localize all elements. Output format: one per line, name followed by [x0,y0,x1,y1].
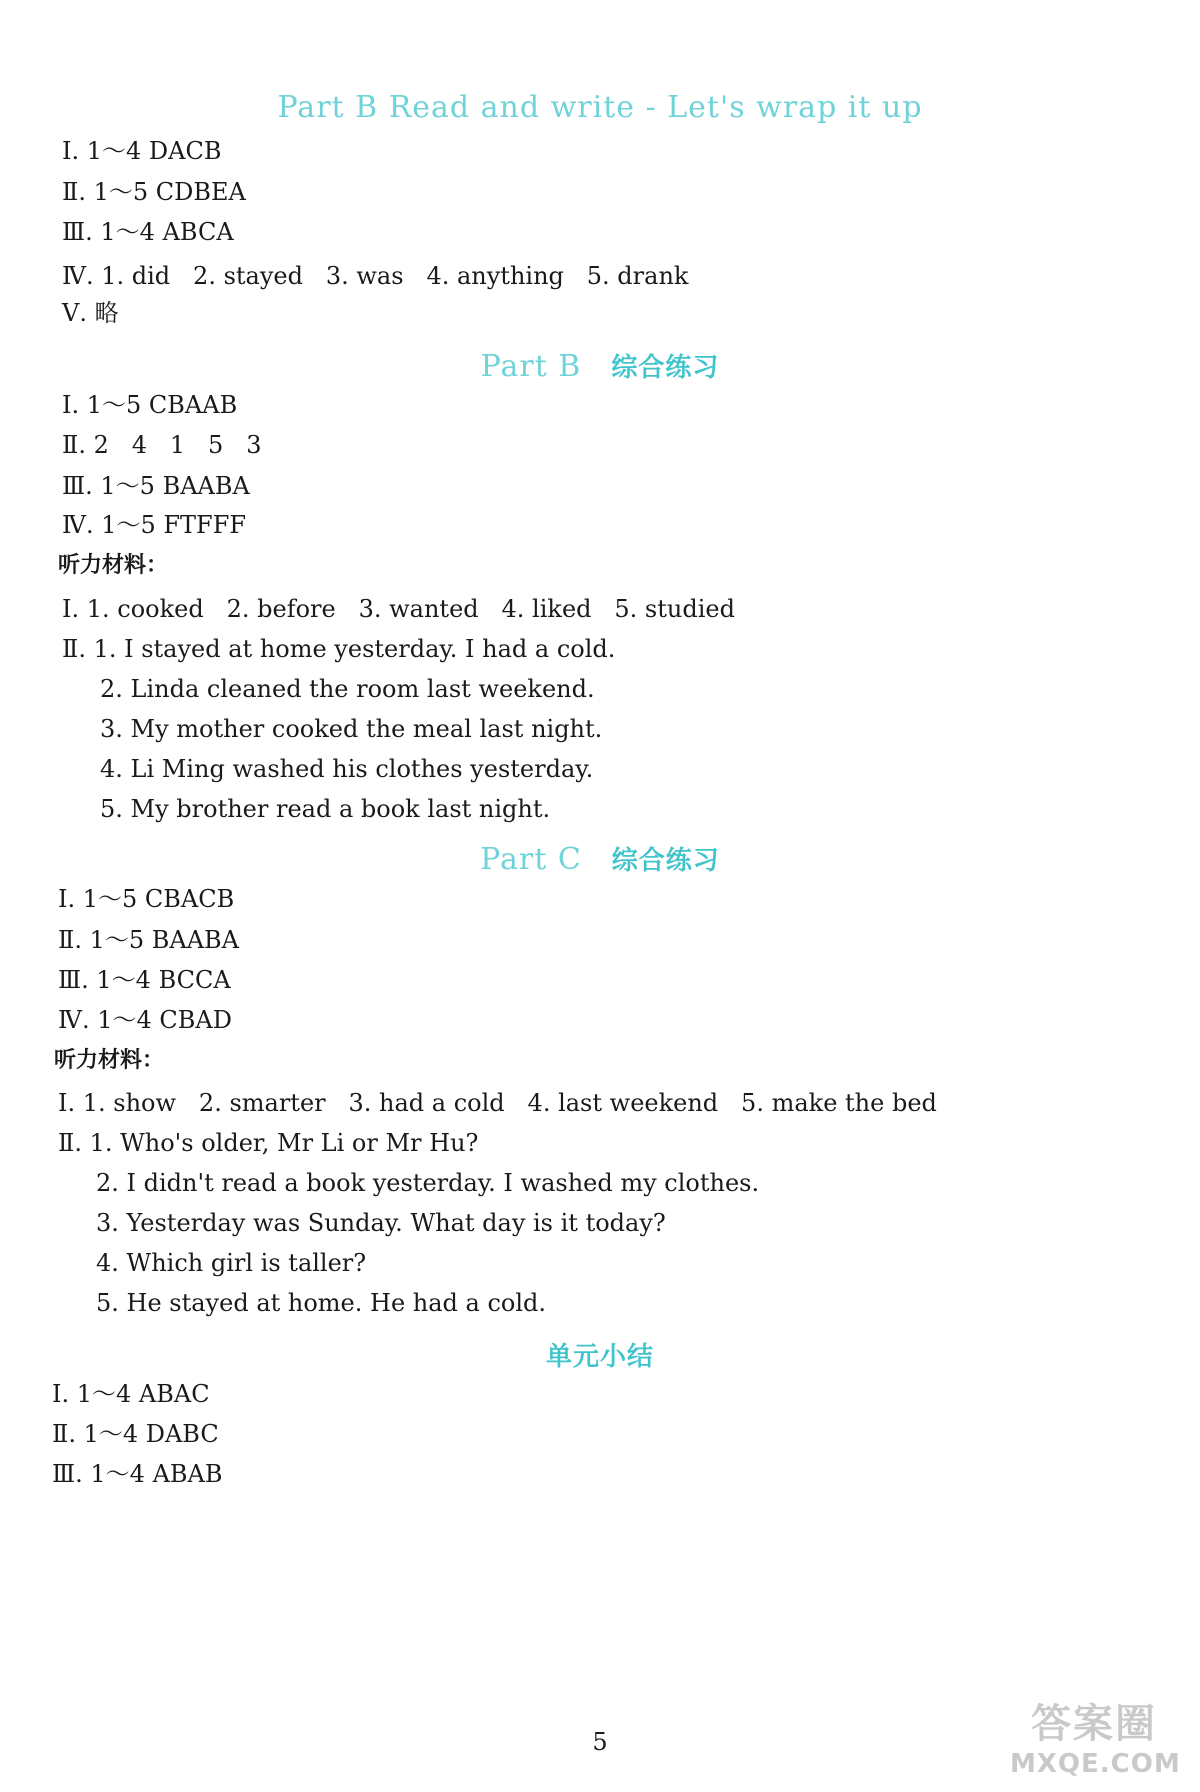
answer-line: Ⅱ. 1～5 CDBEA [62,178,246,206]
listening-line: Ⅱ. 1. Who's older, Mr Li or Mr Hu? [58,1129,479,1157]
listening-line: 3. Yesterday was Sunday. What day is it today? [96,1209,666,1237]
listening-line: 3. My mother cooked the meal last night. [100,715,603,743]
page-number: 5 [592,1728,608,1756]
answer-line: Ⅳ. 1～4 CBAD [58,1006,232,1034]
listening-line: 5. He stayed at home. He had a cold. [96,1289,547,1317]
answer-line: Ⅲ. 1～4 BCCA [58,966,231,994]
listening-line: 2. Linda cleaned the room last weekend. [100,675,595,703]
watermark-top: 答案圈 [1031,1701,1157,1747]
section-heading-part-b-read-write: Part B Read and write - Let's wrap it up [277,90,923,125]
watermark-bottom: MXQE.COM [1010,1749,1181,1779]
answer-line: Ⅱ. 1～4 DABC [52,1420,219,1448]
answer-line: Ⅱ. 2 4 1 5 3 [62,431,262,459]
listening-line: 5. My brother read a book last night. [100,795,551,823]
listening-line: 4. Which girl is taller? [96,1249,367,1277]
listening-line: Ⅱ. 1. I stayed at home yesterday. I had a cold. [62,635,616,663]
listening-line: 2. I didn't read a book yesterday. I washed my clothes. [96,1169,760,1197]
answer-line: Ⅱ. 1～5 BAABA [58,926,240,954]
listening-label: 听力材料： [54,1048,165,1073]
answer-line: Ⅲ. 1～4 ABCA [62,218,234,246]
section-heading-part-b-practice [0,347,1200,384]
answer-line: Ⅰ. 1～4 ABAC [52,1380,210,1408]
answer-line: Ⅰ. 1～5 CBACB [58,885,235,913]
listening-line: Ⅰ. 1. show 2. smarter 3. had a cold 4. last weekend 5. make the bed [58,1089,937,1117]
heading-cn: 综合练习 [611,846,720,876]
listening-line: 4. Li Ming washed his clothes yesterday. [100,755,594,783]
section-heading-unit-summary: 单元小结 [545,1342,654,1372]
answer-line: Ⅳ. 1～5 FTFFF [62,511,247,539]
heading-en: Part C [480,842,582,877]
site-watermark [1010,1692,1181,1782]
listening-line: Ⅰ. 1. cooked 2. before 3. wanted 4. liked 5. studied [62,595,735,623]
answer-line: Ⅴ. 略 [62,299,119,327]
answer-line: Ⅲ. 1～4 ABAB [52,1460,223,1488]
answer-line: Ⅰ. 1～4 DACB [62,137,222,165]
heading-en: Part B [480,349,582,384]
section-heading-part-c-practice [0,840,1200,877]
answer-line: Ⅰ. 1～5 CBAAB [62,391,238,419]
answer-line: Ⅲ. 1～5 BAABA [62,472,250,500]
heading-cn: 综合练习 [611,353,720,383]
listening-label: 听力材料： [58,553,169,578]
answer-line: Ⅳ. 1. did 2. stayed 3. was 4. anything 5. drank [62,262,689,290]
